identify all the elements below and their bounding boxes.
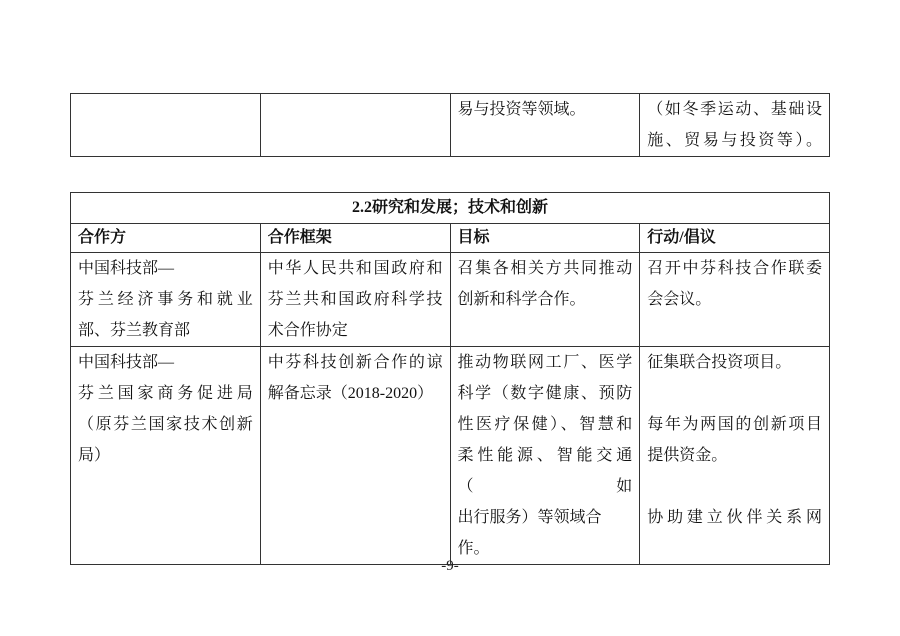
cell-line: 中国科技部— (78, 260, 175, 277)
cell-line: 提供资金。 (647, 447, 728, 464)
column-header-goal: 目标 (450, 224, 640, 253)
cell-line: 术合作协定 (267, 322, 348, 339)
cell-line: 芬兰经济事务和就业 (78, 291, 253, 308)
table-cell (640, 347, 830, 565)
cell-line: 中国科技部— (78, 354, 175, 371)
table-cell (71, 253, 261, 347)
table-cell (260, 94, 450, 157)
cell-line: 召集各相关方共同推动 (457, 260, 633, 277)
table-row (71, 253, 830, 347)
cell-line (647, 471, 822, 502)
cell-line: （原芬兰国家技术创新 (78, 416, 253, 433)
cell-line (647, 378, 822, 409)
table-header-row (71, 224, 830, 253)
cell-line: （如冬季运动、基础设 (647, 101, 822, 118)
cell-line: 会会议。 (647, 291, 712, 308)
table-cell (450, 253, 640, 347)
cell-line: 解备忘录（2018-2020） (267, 385, 434, 402)
table-cell (640, 94, 830, 157)
table-cell (450, 347, 640, 565)
column-header-framework: 合作框架 (260, 224, 450, 253)
table-title-row (71, 193, 830, 224)
table-fragment (70, 93, 830, 157)
cell-line: 局） (78, 447, 111, 464)
cell-line: 出行服务）等领域合作。 (457, 509, 602, 557)
table-title: 2.2研究和发展；技术和创新 (71, 193, 830, 224)
table-cell (71, 347, 261, 565)
cell-line: 科学（数字健康、预防 (457, 385, 633, 402)
table-cell (450, 94, 640, 157)
cell-line: 征集联合投资项目。 (647, 354, 792, 371)
cell-line: 芬兰国家商务促进局 (78, 385, 253, 402)
cell-line: 芬兰共和国政府科学技 (267, 291, 443, 308)
cell-line: 柔性能源、智能交通（如 (457, 447, 633, 495)
table-row (71, 94, 830, 157)
cell-line: 协助建立伙伴关系网 (647, 509, 822, 526)
table-cell (260, 347, 450, 565)
page-number: -9- (441, 558, 459, 574)
cell-line: 施、贸易与投资等）。 (647, 132, 822, 149)
column-header-partner: 合作方 (71, 224, 261, 253)
cell-line: 每年为两国的创新项目 (647, 416, 822, 433)
cell-line: 召开中芬科技合作联委 (647, 260, 822, 277)
cell-line: 易与投资等领域。 (457, 101, 586, 118)
cell-line: 部、芬兰教育部 (78, 322, 191, 339)
cell-line: 性医疗保健）、智慧和 (457, 416, 633, 433)
table-cell (71, 94, 261, 157)
cell-line: 推动物联网工厂、医学 (457, 354, 633, 371)
table-cell (640, 253, 830, 347)
cell-line: 创新和科学合作。 (457, 291, 586, 308)
cell-line: 中芬科技创新合作的谅 (267, 354, 443, 371)
table-research-development (70, 192, 830, 565)
column-header-action: 行动/倡议 (640, 224, 830, 253)
cell-line: 中华人民共和国政府和 (267, 260, 443, 277)
table-cell (260, 253, 450, 347)
table-row (71, 347, 830, 565)
